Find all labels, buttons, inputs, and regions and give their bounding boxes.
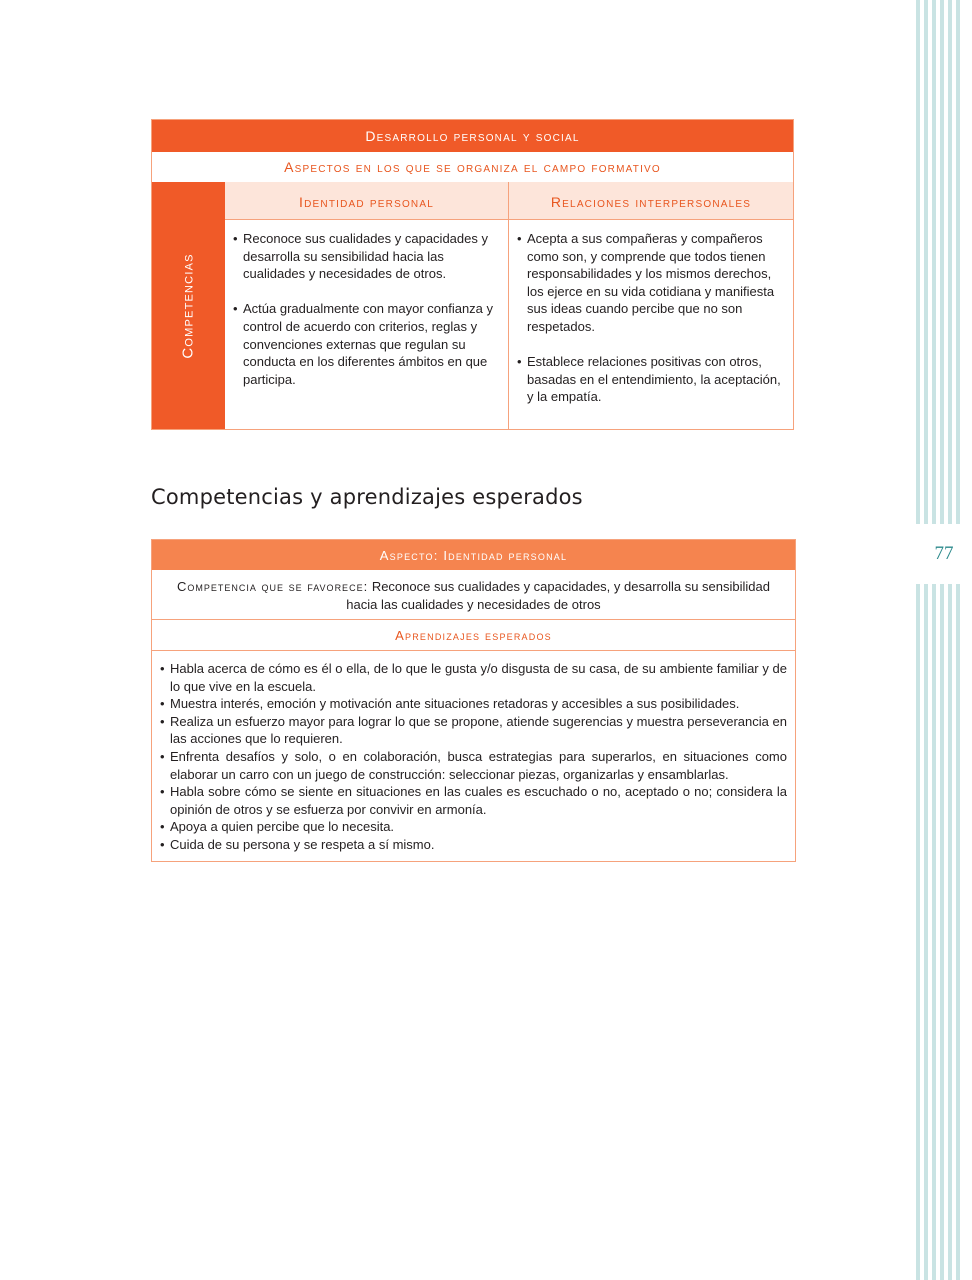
table-title: Desarrollo personal y social	[152, 120, 793, 152]
column-header-relaciones: Relaciones interpersonales	[509, 182, 793, 220]
aprendizajes-table	[151, 539, 796, 862]
list-item: • Realiza un esfuerzo mayor para lograr lo que se propone, atiende sugerencias y muestra perseverancia en las acciones que lo requieren.	[160, 713, 787, 748]
relaciones-cell	[509, 220, 793, 429]
aprendizajes-header: Aprendizajes esperados	[152, 620, 795, 651]
aspect-header: Aspecto: Identidad personal	[152, 540, 795, 570]
competencia-text: Reconoce sus cualidades y capacidades, y desarrolla su sensibilidad hacia las cualidades y necesidades de otros	[346, 579, 770, 612]
competencia-row	[152, 570, 795, 620]
list-item: • Reconoce sus cualidades y capacidades y desarrolla su sensibilidad hacia las cualidades y necesidades de otros.	[233, 230, 500, 283]
competencia-label: Competencia que se favorece:	[176, 579, 369, 594]
identidad-cell	[225, 220, 509, 429]
list-item: • Actúa gradualmente con mayor confianza y control de acuerdo con criterios, reglas y convenciones externas que regulan su conducta en los diferentes ámbitos en que participa.	[233, 300, 500, 388]
list-item: • Apoya a quien percibe que lo necesita.	[160, 818, 787, 836]
list-item: • Acepta a sus compañeras y compañeros como son, y comprende que todos tienen responsabilidades y los mismos derechos, los ejerce en su vida cotidiana y manifiesta sus ideas cuando percibe que no son respetados.	[517, 230, 785, 336]
side-header	[152, 182, 225, 429]
section-heading: Competencias y aprendizajes esperados	[151, 485, 583, 509]
list-item: • Cuida de su persona y se respeta a sí mismo.	[160, 836, 787, 854]
table-subtitle: Aspectos en los que se organiza el campo formativo	[152, 152, 793, 183]
campo-formativo-table	[151, 119, 794, 430]
list-item: • Enfrenta desafíos y solo, o en colaboración, busca estrategias para superarlos, en situaciones como elaborar un carro con un juego de construcción: seleccionar piezas, organizarlas y ensamblarlas.	[160, 748, 787, 783]
list-item: • Establece relaciones positivas con otros, basadas en el entendimiento, la aceptación, y la empatía.	[517, 353, 785, 406]
aprendizajes-list	[152, 660, 795, 854]
page-number: 77	[934, 543, 954, 564]
side-stripes	[912, 0, 972, 1280]
list-item: • Habla acerca de cómo es él o ella, de lo que le gusta y/o disgusta de su casa, de su ambiente familiar y de lo que vive en la escuela.	[160, 660, 787, 695]
side-label: Competencias	[179, 253, 197, 359]
list-item: • Habla sobre cómo se siente en situaciones en las cuales es escuchado o no, aceptado o no; considera la opinión de otros y se esfuerza por convivir en armonía.	[160, 783, 787, 818]
list-item: • Muestra interés, emoción y motivación ante situaciones retadoras y accesibles a sus posibilidades.	[160, 695, 787, 713]
column-header-identidad: Identidad personal	[225, 182, 509, 220]
